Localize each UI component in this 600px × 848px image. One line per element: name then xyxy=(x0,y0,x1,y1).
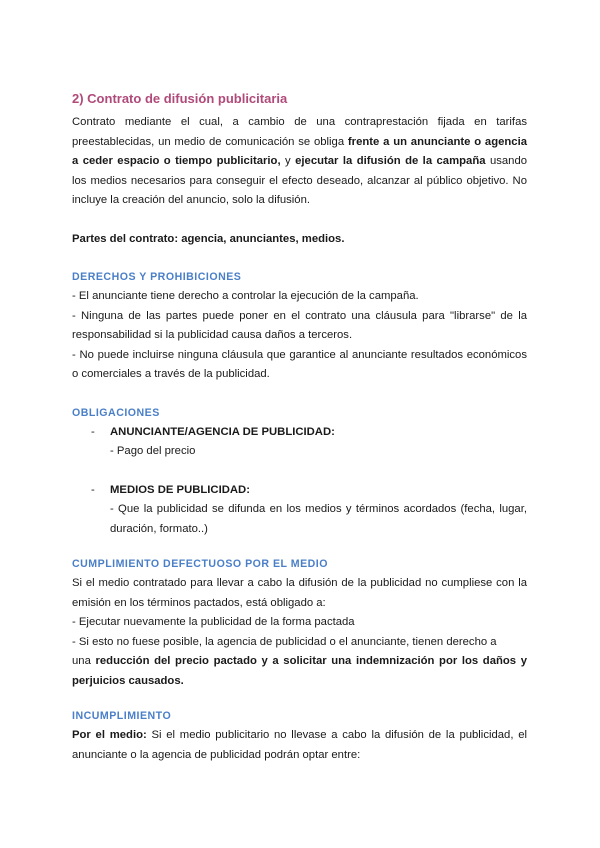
spacer xyxy=(72,691,527,707)
obligaciones-heading: OBLIGACIONES xyxy=(72,406,160,419)
intro-text-3: usando los medios necesarios para conseguir el efecto deseado, alcanzar al público objetivo. No incluye la creación del anuncio, solo la difusión. xyxy=(72,155,528,206)
spacer xyxy=(72,462,527,481)
cumplimiento-paragraph-3: - Si esto no fuese posible, la agencia de publicidad o el anunciante, tienen derecho a xyxy=(72,635,497,648)
intro-paragraph xyxy=(72,113,527,211)
derechos-item-1: - El anunciante tiene derecho a controlar la ejecución de la campaña. xyxy=(72,290,419,302)
obligacion-anunciante-label: ANUNCIANTE/AGENCIA DE PUBLICIDAD: xyxy=(110,425,335,438)
spacer xyxy=(72,385,527,404)
section-title: 2) Contrato de difusión publicitaria xyxy=(72,91,288,106)
obligacion-anunciante xyxy=(72,423,527,443)
intro-text-1: Contrato mediante el cual, a cambio de una contraprestación fijada en tarifas preestablecidas, un medio de comunicación se obliga xyxy=(72,116,527,148)
derechos-item-2: - Ninguna de las partes puede poner en el contrato una cláusula para "librarse" de la responsabilidad si la publicidad causa daños a terceros. xyxy=(72,309,527,341)
cumplimiento-text: una xyxy=(72,655,96,667)
obligacion-medios xyxy=(72,481,527,501)
incumplimiento-paragraph xyxy=(72,726,527,765)
obligacion-medios-detail: - Que la publicidad se difunda en los medios y términos acordados (fecha, lugar, duración, formato..) xyxy=(110,503,527,535)
cumplimiento-paragraph-2: - Ejecutar nuevamente la publicidad de la forma pactada xyxy=(72,616,355,628)
derechos-heading: DERECHOS Y PROHIBICIONES xyxy=(72,271,242,283)
incumplimiento-text: Si el medio publicitario no llevase a cabo la difusión de la publicidad, el anunciante o la agencia de publicidad podrán optar entre: xyxy=(72,729,527,761)
cumplimiento-paragraph-1: Si el medio contratado para llevar a cabo la difusión de la publicidad no cumpliese con la emisión en los términos pactados, está obligado a: xyxy=(72,577,527,609)
incumplimiento-bold: Por el medio: xyxy=(72,729,147,741)
intro-bold-2: ejecutar la difusión de la campaña xyxy=(295,155,486,167)
incumplimiento-heading: INCUMPLIMIENTO xyxy=(72,710,172,722)
list-dash: - xyxy=(91,483,95,496)
cumplimiento-paragraph-4 xyxy=(72,652,527,691)
cumplimiento-heading: CUMPLIMIENTO DEFECTUOSO POR EL MEDIO xyxy=(72,558,328,570)
obligacion-medios-label: MEDIOS DE PUBLICIDAD: xyxy=(110,483,250,496)
spacer xyxy=(72,249,527,268)
obligacion-anunciante-detail: - Pago del precio xyxy=(110,445,196,457)
document-body xyxy=(72,89,527,765)
intro-bold-1: frente a un anunciante o agencia a ceder espacio o tiempo publicitario, xyxy=(72,135,527,167)
spacer xyxy=(72,539,527,555)
list-dash: - xyxy=(91,425,95,438)
parties-line: Partes del contrato: agencia, anunciantes, medios. xyxy=(72,232,345,245)
spacer xyxy=(72,211,527,230)
intro-text-2: y xyxy=(280,155,296,167)
cumplimiento-bold: reducción del precio pactado y a solicitar una indemnización por los daños y perjuicios causados. xyxy=(72,655,527,687)
derechos-item-3: - No puede incluirse ninguna cláusula que garantice al anunciante resultados económicos o comerciales a través de la publicidad. xyxy=(72,348,527,380)
